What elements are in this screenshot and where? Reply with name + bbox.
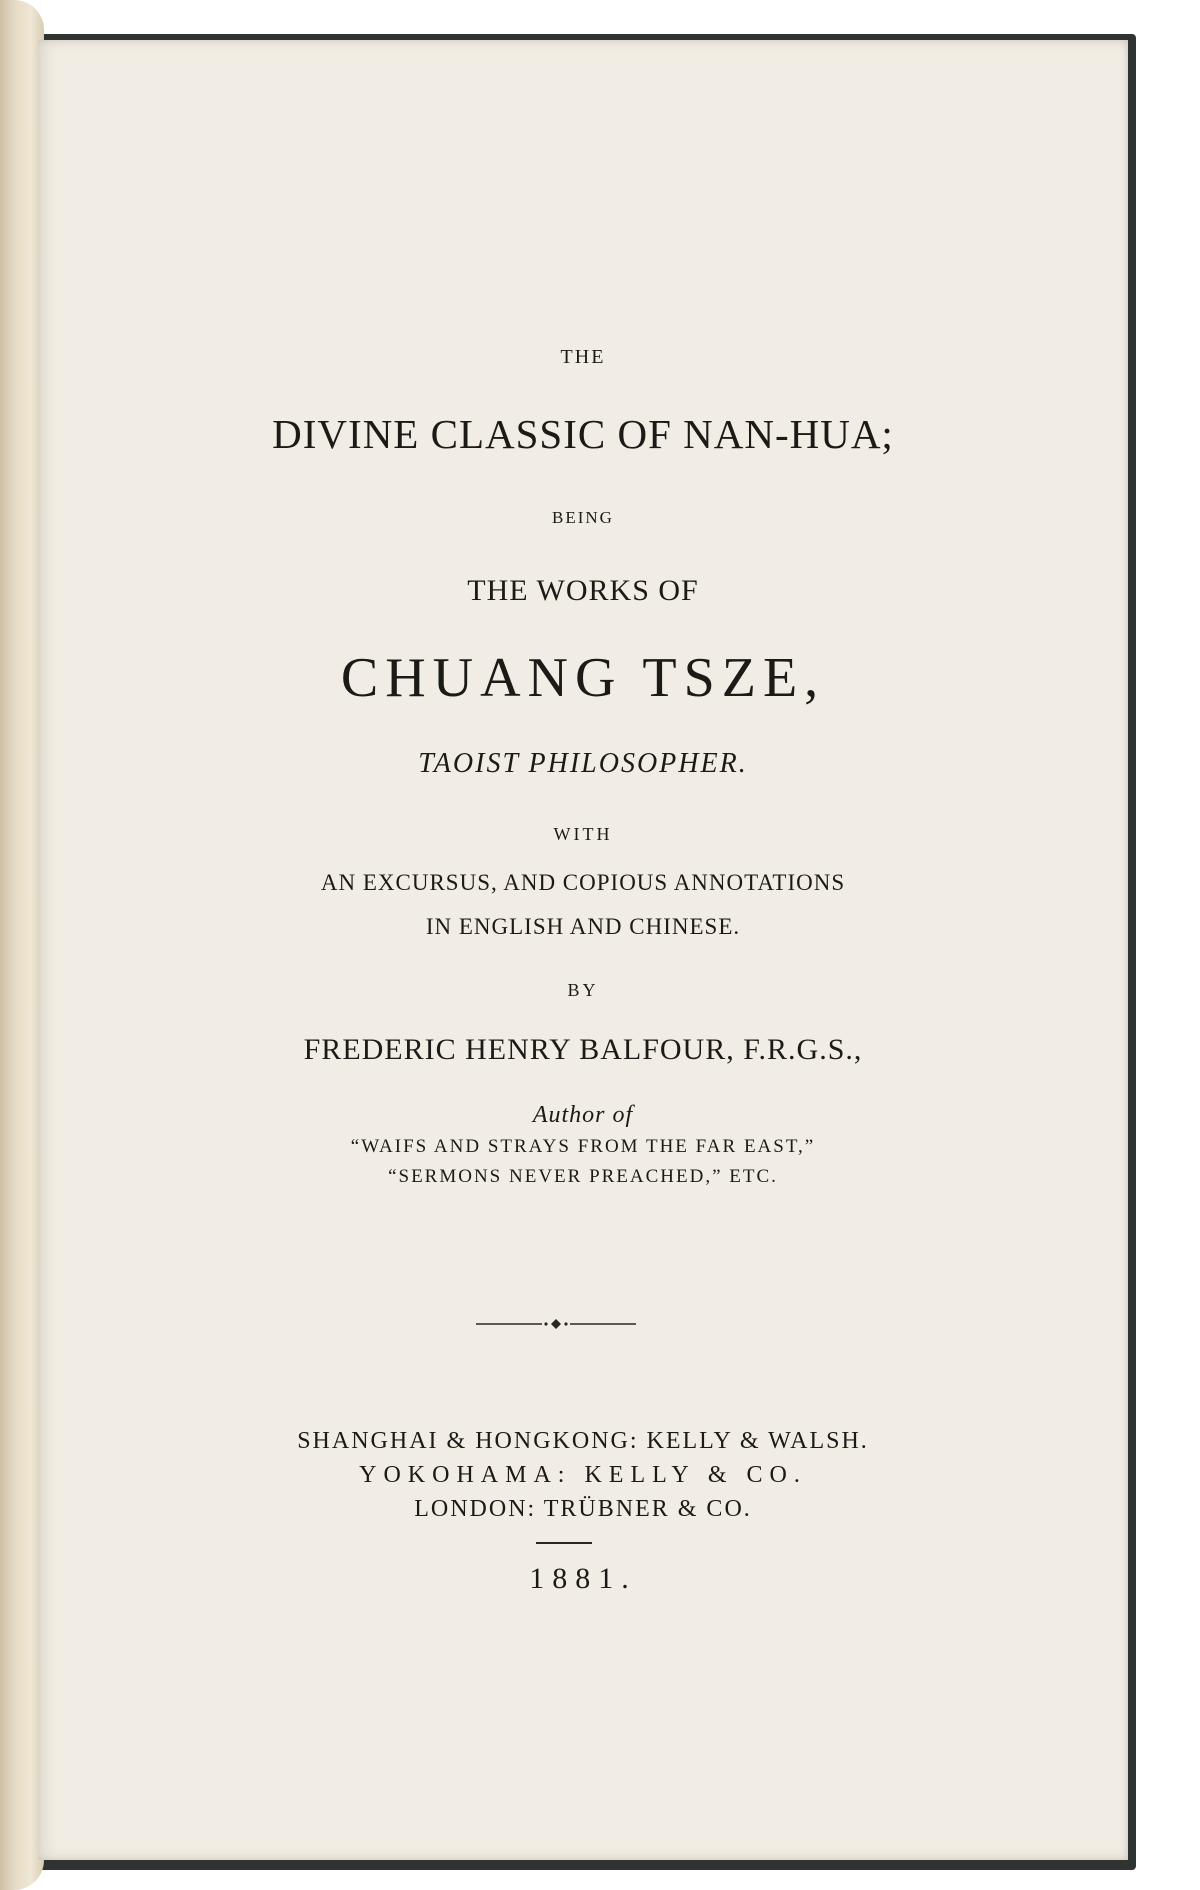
prior-work-2: “SERMONS NEVER PREACHED,” ETC.	[388, 1166, 778, 1187]
by-label: BY	[567, 980, 599, 1000]
heading-the: THE	[560, 346, 606, 368]
imprint-line-2: YOKOHAMA: KELLY & CO.	[359, 1462, 807, 1488]
subject-name: CHUANG TSZE,	[340, 647, 826, 709]
author-name: FREDERIC HENRY BALFOUR, F.R.G.S.,	[303, 1033, 863, 1066]
book-title: DIVINE CLASSIC OF NAN-HUA;	[272, 411, 894, 457]
subject-descriptor: TAOIST PHILOSOPHER.	[418, 748, 748, 779]
being-label: BEING	[552, 508, 614, 527]
publication-year: 1881.	[529, 1562, 637, 1595]
imprint-line-3: LONDON: TRÜBNER & CO.	[414, 1496, 752, 1522]
prior-work-1: “WAIFS AND STRAYS FROM THE FAR EAST,”	[350, 1136, 816, 1157]
imprint-line-1: SHANGHAI & HONGKONG: KELLY & WALSH.	[297, 1428, 869, 1454]
ornament-rule-icon	[476, 1316, 636, 1332]
excursus-line: AN EXCURSUS, AND COPIOUS ANNOTATIONS	[320, 870, 846, 895]
works-of-label: THE WORKS OF	[467, 574, 699, 607]
with-label: WITH	[553, 824, 613, 844]
short-rule	[536, 1542, 592, 1544]
title-page	[38, 40, 1128, 1860]
languages-line: IN ENGLISH AND CHINESE.	[425, 914, 741, 939]
author-of-label: Author of	[532, 1102, 634, 1128]
